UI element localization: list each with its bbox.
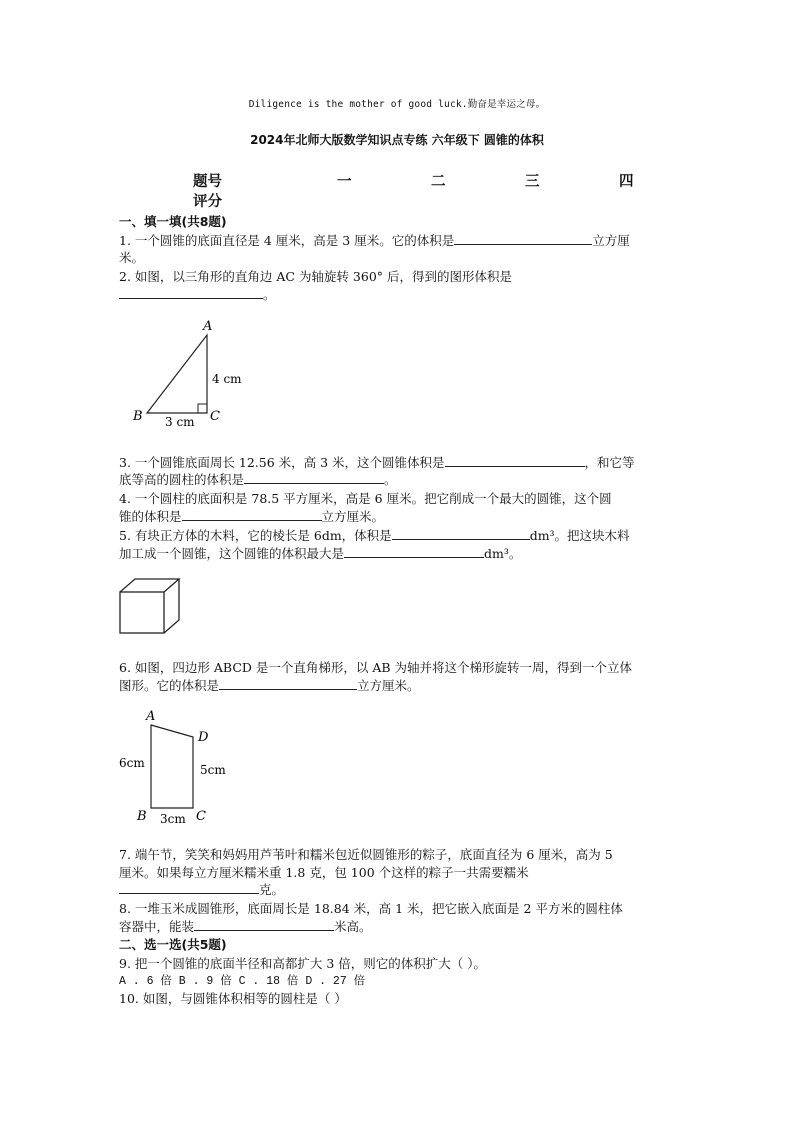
label-dc-length: 5cm [200, 763, 226, 777]
q7-answer-line [119, 880, 284, 898]
cube-front-face [120, 592, 164, 633]
question-1 [119, 231, 630, 249]
label-c: C [196, 809, 206, 824]
q8-text-2: 容器中，能装 [119, 919, 195, 934]
question-10: 10. 如图，与圆锥体积相等的圆柱是（ ） [119, 991, 347, 1006]
section-heading-fill: 一、填一填(共8题) [119, 214, 227, 229]
q1-answer-blank[interactable] [454, 232, 592, 245]
score-col-3: 三 [525, 174, 540, 190]
q4-continued [119, 507, 384, 525]
q4-text-2: 锥的体积是 [119, 509, 182, 524]
triangle-shape [147, 335, 207, 413]
q4-answer-blank[interactable] [182, 508, 322, 521]
q5-unit: dm³。 [484, 546, 522, 561]
question-7: 7. 端午节，笑笑和妈妈用芦苇叶和糯米包近似圆锥形的粽子，底面直径为 6 厘米，高为 5 [119, 847, 613, 862]
q1-text: 1. 一个圆锥的底面直径是 4 厘米，高是 3 厘米。它的体积是 [119, 233, 455, 248]
q3-answer-blank-2[interactable] [244, 471, 384, 484]
score-label: 评分 [193, 194, 222, 210]
triangle-figure [125, 312, 265, 432]
q5-text-2: dm³。把这块木料 [529, 528, 630, 543]
score-header-label: 题号 [193, 174, 222, 190]
label-ab-length: 6cm [119, 756, 145, 770]
trapezoid-figure [116, 703, 246, 828]
q3-text-2: ，和它等 [584, 455, 635, 470]
q5-continued [119, 544, 521, 562]
q7-continued: 厘米。如果每立方厘米糯米重 1.8 克，包 100 个这样的粽子一共需要糯米 [119, 865, 529, 880]
q3-period: 。 [384, 472, 397, 487]
label-bc-length: 3 cm [165, 415, 195, 429]
q1-continued: 米。 [119, 250, 145, 265]
label-c: C [210, 409, 220, 424]
q3-answer-blank-1[interactable] [445, 454, 585, 467]
q7-answer-blank[interactable] [119, 881, 259, 894]
q6-answer-blank[interactable] [219, 677, 357, 690]
q8-unit: 米高。 [334, 919, 372, 934]
q9-options[interactable]: A . 6 倍 B . 9 倍 C . 18 倍 D . 27 倍 [119, 975, 366, 988]
motto: Diligence is the mother of good luck.勤奋是幸运之母。 [248, 99, 546, 110]
q5-text-3: 加工成一个圆锥，这个圆锥的体积最大是 [119, 546, 345, 561]
label-a: A [203, 319, 213, 334]
label-d: D [198, 730, 209, 745]
q5-text: 5. 有块正方体的木料，它的棱长是 6dm，体积是 [119, 528, 392, 543]
q6-text-2: 图形。它的体积是 [119, 678, 220, 693]
label-b: B [133, 409, 143, 424]
section-heading-choice: 二、选一选(共5题) [119, 937, 227, 952]
question-4: 4. 一个圆柱的底面积是 78.5 平方厘米，高是 6 厘米。把它削成一个最大的圆锥，这个圆 [119, 491, 612, 506]
q8-answer-blank[interactable] [194, 918, 334, 931]
q8-continued [119, 917, 372, 935]
q6-continued [119, 676, 420, 694]
question-2: 2. 如图，以三角形的直角边 AC 为轴旋转 360° 后，得到的图形体积是 [119, 269, 512, 284]
q4-unit: 立方厘米。 [321, 509, 385, 524]
cube-top-face [120, 579, 179, 592]
cube-figure [116, 577, 186, 637]
score-col-2: 二 [431, 174, 446, 190]
q5-answer-blank-2[interactable] [344, 545, 484, 558]
trapezoid-shape [151, 725, 193, 808]
q5-answer-blank-1[interactable] [392, 527, 530, 540]
page-title: 2024年北师大版数学知识点专练 六年级下 圆锥的体积 [250, 133, 544, 147]
label-b: B [137, 809, 147, 824]
q3-text: 3. 一个圆锥底面周长 12.56 米，高 3 米，这个圆锥体积是 [119, 455, 445, 470]
question-9: 9. 把一个圆锥的底面半径和高都扩大 3 倍，则它的体积扩大（ ）。 [119, 956, 487, 971]
question-3 [119, 453, 635, 471]
question-8: 8. 一堆玉米成圆锥形，底面周长是 18.84 米，高 1 米，把它嵌入底面是 2 平方米的圆柱体 [119, 901, 623, 916]
q2-period: 。 [263, 287, 276, 302]
q6-unit: 立方厘米。 [357, 678, 420, 693]
q1-unit: 立方厘 [592, 233, 630, 248]
label-ac-length: 4 cm [212, 372, 242, 386]
right-angle-mark [198, 404, 207, 413]
q7-unit: 克。 [259, 882, 285, 897]
label-a: A [146, 709, 156, 724]
question-5 [119, 526, 630, 544]
q3-text-3: 底等高的圆柱的体积是 [119, 472, 245, 487]
score-col-4: 四 [619, 174, 634, 190]
question-6: 6. 如图，四边形 ABCD 是一个直角梯形，以 AB 为轴并将这个梯形旋转一周，得到一个立体 [119, 660, 633, 675]
q2-answer-line [119, 285, 276, 303]
q2-answer-blank[interactable] [119, 286, 263, 299]
label-bc-length: 3cm [160, 812, 186, 826]
q3-continued [119, 470, 397, 488]
cube-side-face [164, 579, 179, 633]
score-col-1: 一 [337, 174, 352, 190]
